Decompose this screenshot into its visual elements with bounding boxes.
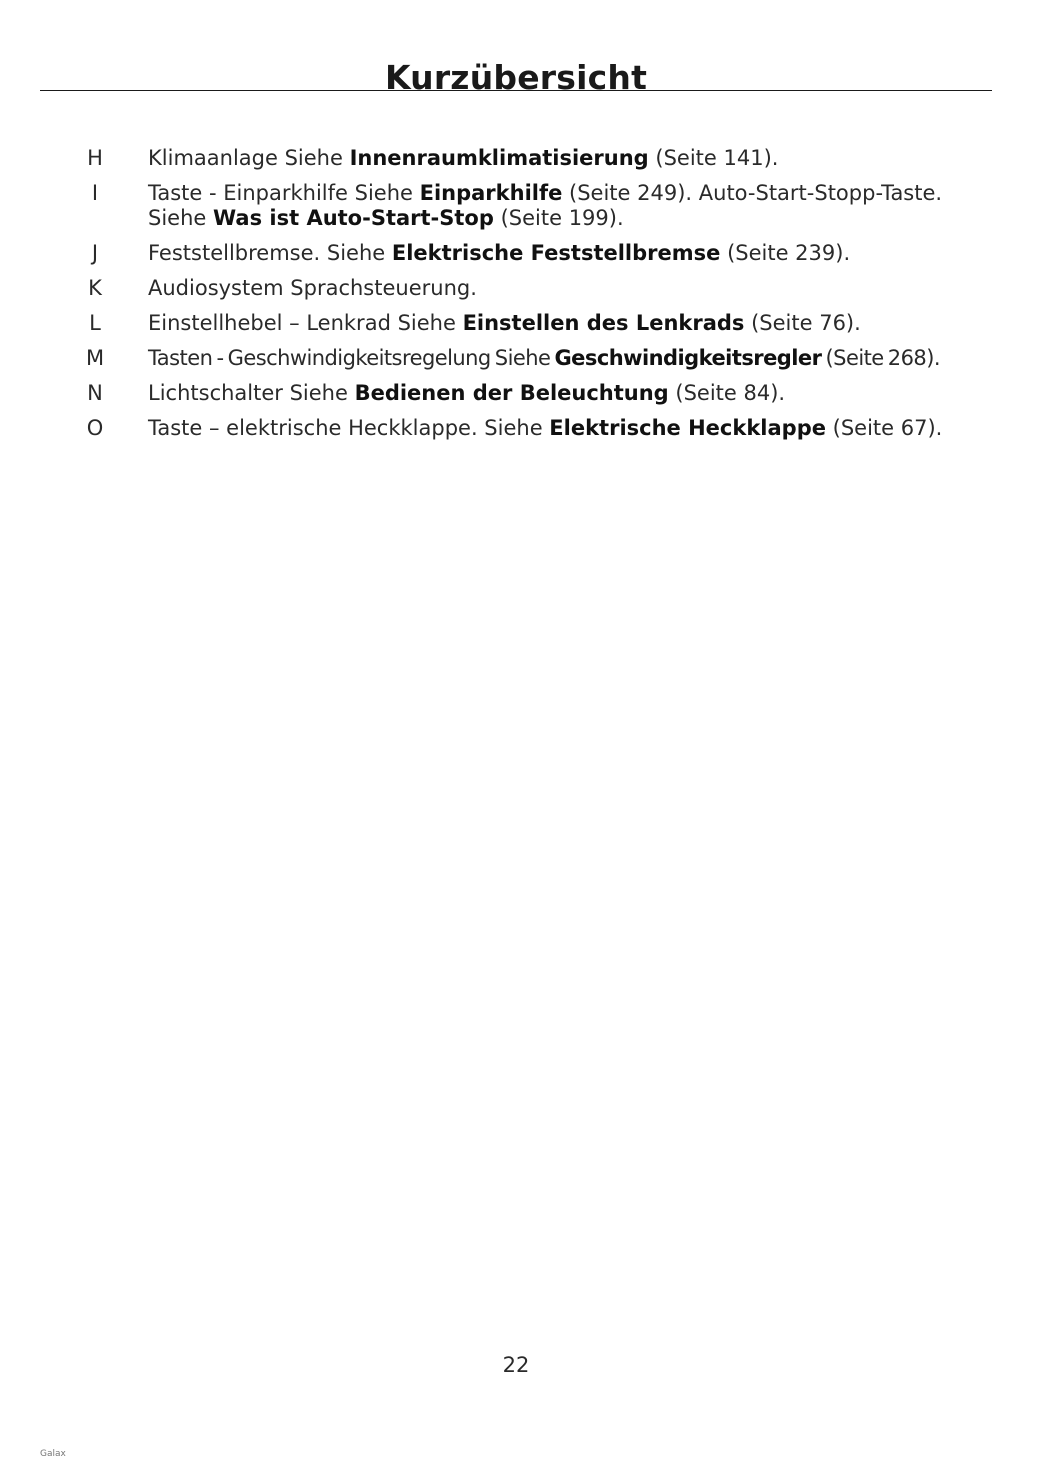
page-reference: (Seite 268).: [821, 346, 940, 370]
legend-text-prefix: Tasten - Geschwindigkeitsregelung Siehe: [148, 346, 555, 370]
legend-list: [0, 146, 1063, 451]
title-divider: [40, 90, 992, 91]
cross-reference-link[interactable]: Was ist Auto-Start-Stop: [213, 206, 494, 230]
legend-line: [148, 206, 998, 231]
legend-description: [148, 416, 998, 441]
legend-item-h: [0, 146, 1063, 181]
cross-reference-link[interactable]: Bedienen der Beleuchtung: [354, 381, 669, 405]
page-reference: (Seite 239).: [720, 241, 851, 265]
legend-text-prefix: Siehe: [148, 206, 213, 230]
legend-item-k: [0, 276, 1063, 311]
page-title: Kurzübersicht: [384, 58, 648, 98]
legend-text-prefix: Audiosystem Sprachsteuerung.: [148, 276, 477, 300]
legend-key: K: [88, 276, 102, 300]
legend-line: [148, 181, 998, 206]
cross-reference-link[interactable]: Elektrische Feststellbremse: [391, 241, 721, 265]
legend-line: [148, 381, 998, 406]
legend-item-n: [0, 381, 1063, 416]
cross-reference-link[interactable]: Elektrische Heckklappe: [549, 416, 826, 440]
legend-text-prefix: Feststellbremse. Siehe: [148, 241, 392, 265]
page-reference: (Seite 76).: [744, 311, 861, 335]
page-reference: (Seite 141).: [648, 146, 779, 170]
legend-text-prefix: Taste – elektrische Heckklappe. Siehe: [148, 416, 550, 440]
legend-description: [148, 311, 998, 336]
legend-description: [148, 276, 998, 301]
legend-line: [148, 146, 998, 171]
page-number: 22: [502, 1353, 530, 1377]
legend-item-l: [0, 311, 1063, 346]
legend-key: L: [89, 311, 101, 335]
legend-key: I: [91, 181, 99, 205]
legend-text-prefix: Taste - Einparkhilfe Siehe: [148, 181, 420, 205]
legend-text-prefix: Einstellhebel – Lenkrad Siehe: [148, 311, 463, 335]
legend-key: H: [87, 146, 103, 170]
footer-text: Galax: [40, 1449, 66, 1459]
cross-reference-link[interactable]: Innenraumklimatisierung: [349, 146, 649, 170]
page-reference: (Seite 249). Auto-Start-Stopp-Taste.: [562, 181, 943, 205]
legend-key: M: [85, 346, 105, 370]
legend-description: [148, 346, 998, 371]
legend-line: [148, 416, 998, 441]
cross-reference-link[interactable]: Einparkhilfe: [419, 181, 563, 205]
legend-item-i: [0, 181, 1063, 241]
legend-description: [148, 181, 998, 231]
legend-item-o: [0, 416, 1063, 451]
cross-reference-link[interactable]: Geschwindigkeitsregler: [554, 346, 822, 370]
page-reference: (Seite 84).: [668, 381, 786, 405]
legend-description: [148, 146, 998, 171]
legend-text-prefix: Lichtschalter Siehe: [148, 381, 355, 405]
legend-line: [148, 276, 998, 301]
legend-line: [148, 311, 998, 336]
legend-line: [148, 241, 998, 266]
cross-reference-link[interactable]: Einstellen des Lenkrads: [462, 311, 745, 335]
legend-key: O: [86, 416, 104, 440]
legend-text-prefix: Klimaanlage Siehe: [148, 146, 350, 170]
legend-key: N: [87, 381, 103, 405]
legend-item-m: [0, 346, 1063, 381]
legend-item-j: [0, 241, 1063, 276]
legend-description: [148, 241, 998, 266]
page-reference: (Seite 67).: [825, 416, 943, 440]
legend-description: [148, 381, 998, 406]
legend-line: [148, 346, 998, 371]
page-reference: (Seite 199).: [493, 206, 624, 230]
legend-key: J: [91, 241, 99, 265]
